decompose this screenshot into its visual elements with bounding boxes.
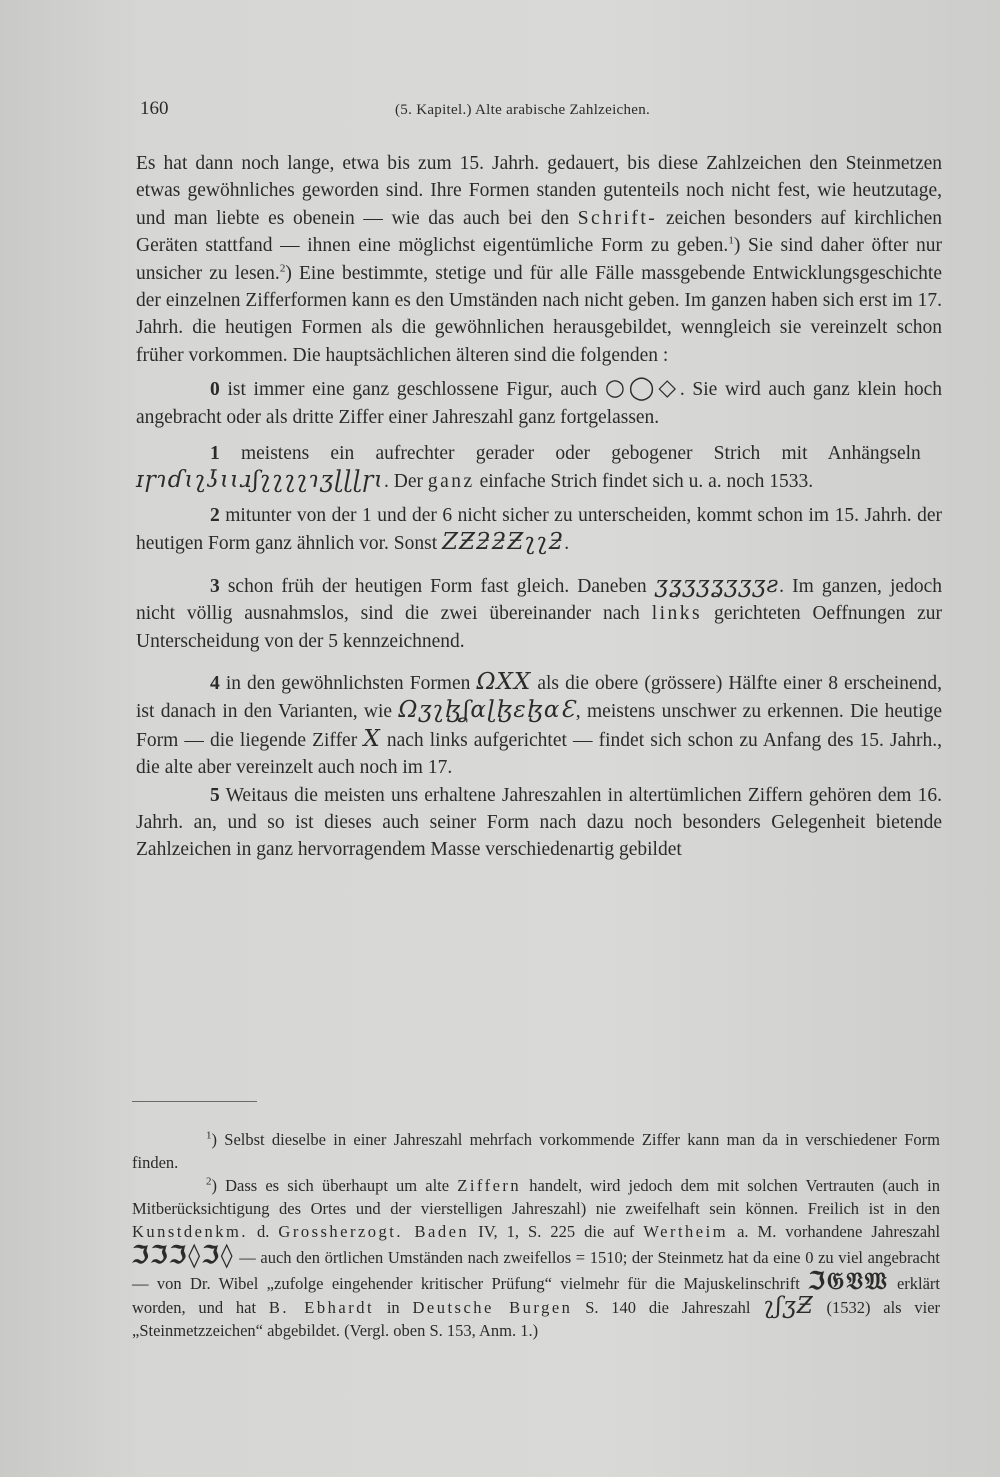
digit-one-paragraph: 1 meistens ein aufrechter gerader oder gebogener Strich mit Anhängseln ɪɼɿɗɩʅʖɩɩɹʃʅʅʅʅɿʒɭɭɭɼɩ. Der ganz einfache Strich findet sich u. a. noch 1533.: [136, 443, 921, 494]
four-glyph-modern: X: [363, 725, 381, 752]
one-glyphs: ɪɼɿɗɩʅʖɩɩɹʃʅʅʅʅɿʒɭɭɭɼɩ: [136, 467, 385, 494]
two-glyphs: ZƵƻƻƵʅʅƻ: [442, 529, 565, 556]
four-glyphs-variants: ΩʒʅɮʆɑɭɮɛɮɑƐ: [398, 697, 576, 724]
zero-glyphs: ○◯◇: [604, 375, 680, 402]
page-number: 160: [140, 98, 169, 119]
digit-label: 1: [210, 443, 220, 465]
digit-label: 5: [210, 784, 220, 806]
digit-zero-paragraph: 0 ist immer eine ganz geschlossene Figur, auch ○◯◇. Sie wird auch ganz klein hoch angebracht oder als dritte Ziffer einer Jahreszahl ganz fortgelassen.: [136, 375, 943, 428]
paragraph-intro: Es hat dann noch lange, etwa bis zum 15. Jahrh. gedauert, bis diese Zahlzeichen den Steinmetzen etwas gewöhnliches geworden sind. Ihre Formen standen gutenteils noch nicht fest, wie heutzutage, und man liebte es obenein — wie das auch bei den Schrift- zeichen besonders auf kirchlichen Geräten stattfand — ihnen eine möglichst eigentümliche Form zu geben.$^1$) Sie sind daher öfter nur unsicher zu lesen.$^2$) Eine bestimmte, stetige und für alle Fälle massgebende Entwicklungsgeschichte der einzelnen Zifferformen kann es den Umständen nach nicht geben. Im ganzen haben sich erst im 17. Jahrh. die heutigen Formen als die gewöhnlichen herausgebildet, wenngleich sie vereinzelt schon früher vorkommen. Die hauptsächlichen älteren sind die folgenden :: [136, 153, 943, 366]
blackletter-date-wertheim: ℑℑℑ◊ℑ◊: [132, 1240, 235, 1269]
spaced-word: Schrift-: [577, 207, 658, 229]
digit-label: 0: [210, 379, 220, 401]
footnote-2: $^2$) Dass es sich überhaupt um alte Ziffern handelt, wird jedoch dem mit solchen Vertrauten (auch in Mitberücksichtigung des Ortes und der vierstelligen Jahreszahl) nie zweifelhaft sein können. Freilich ist in den Kunstdenkm. d. Grossherzogt. Baden IV, 1, S. 225 die auf Wertheim a. M. vorhandene Jahreszahl ℑℑℑ◊ℑ◊ — auch den örtlichen Umständen nach zweifellos = 1510; der Steinmetz hat da eine 0 zu viel angebracht — von Dr. Wibel „zufolge eingehender kritischer Prüfung“ vielmehr für die Majuskelinschrift ℑ𝔊𝔙𝔚 erklärt worden, und hat B. Ebhardt in Deutsche Burgen S. 140 die Jahreszahl ʅʃʒƵ (1532) als vier „Steinmetzzeichen“ abgebildet. (Vergl. oben S. 153, Anm. 1.): [132, 1175, 941, 1340]
digit-three-paragraph: 3 schon früh der heutigen Form fast gleich. Daneben ʒʓʒʒʓʒʒʒƨ. Im ganzen, jedoch nicht völlig ausnahmslos, sind die zwei übereinander nach links gerichteten Oeffnungen zur Unterscheidung von der 5 kennzeichnend.: [136, 571, 943, 652]
footnote-rule: [132, 1101, 257, 1102]
digit-label: 3: [210, 575, 220, 597]
main-text: [136, 150, 942, 864]
three-glyphs: ʒʓʒʒʓʒʒʒƨ: [654, 571, 780, 598]
four-glyphs-common: ΩΧX: [476, 668, 532, 695]
digit-label: 4: [210, 672, 220, 694]
date-glyphs-1532: ʅʃʒƵ: [763, 1293, 814, 1319]
footnote-ref-1: 1: [728, 234, 734, 247]
footnote-1: $^1$) Selbst dieselbe in einer Jahreszahl mehrfach vorkommende Ziffer kann man da in verschiedener Form finden.: [132, 1129, 940, 1172]
page-header: [140, 98, 940, 128]
footnotes: [132, 1128, 940, 1342]
running-title: (5. Kapitel.) Alte arabische Zahlzeichen.: [395, 102, 651, 118]
blackletter-majuscule: ℑ𝔊𝔙𝔚: [808, 1266, 889, 1295]
footnote-ref-2: 2: [279, 262, 286, 275]
digit-two-paragraph: 2 mitunter von der 1 und der 6 nicht sicher zu unterscheiden, kommt schon im 15. Jahrh. der heutigen Form ganz ähnlich vor. Sonst ZƵƻƻƵʅʅƻ.: [136, 504, 942, 556]
digit-five-paragraph: 5 Weitaus die meisten uns erhaltene Jahreszahlen in altertümlichen Ziffern gehören dem 16. Jahrh. an, und so ist dieses auch seiner Form nach dazu noch besonders Gelegenheit bietende Zahlzeichen in ganz hervorragendem Masse verschiedenartig gebildet: [136, 784, 942, 861]
digit-label: 2: [210, 504, 220, 526]
digit-four-paragraph: 4 in den gewöhnlichsten Formen ΩΧX als die obere (grössere) Hälfte einer 8 erscheinend, ist danach in den Varianten, wie ΩʒʅɮʆɑɭɮɛɮɑƐ, meistens unschwer zu erkennen. Die heutige Form — die liegende Ziffer X nach links aufgerichtet — findet sich schon zu Anfang des 15. Jahrh., die alte aber vereinzelt auch noch im 17.: [136, 668, 943, 779]
